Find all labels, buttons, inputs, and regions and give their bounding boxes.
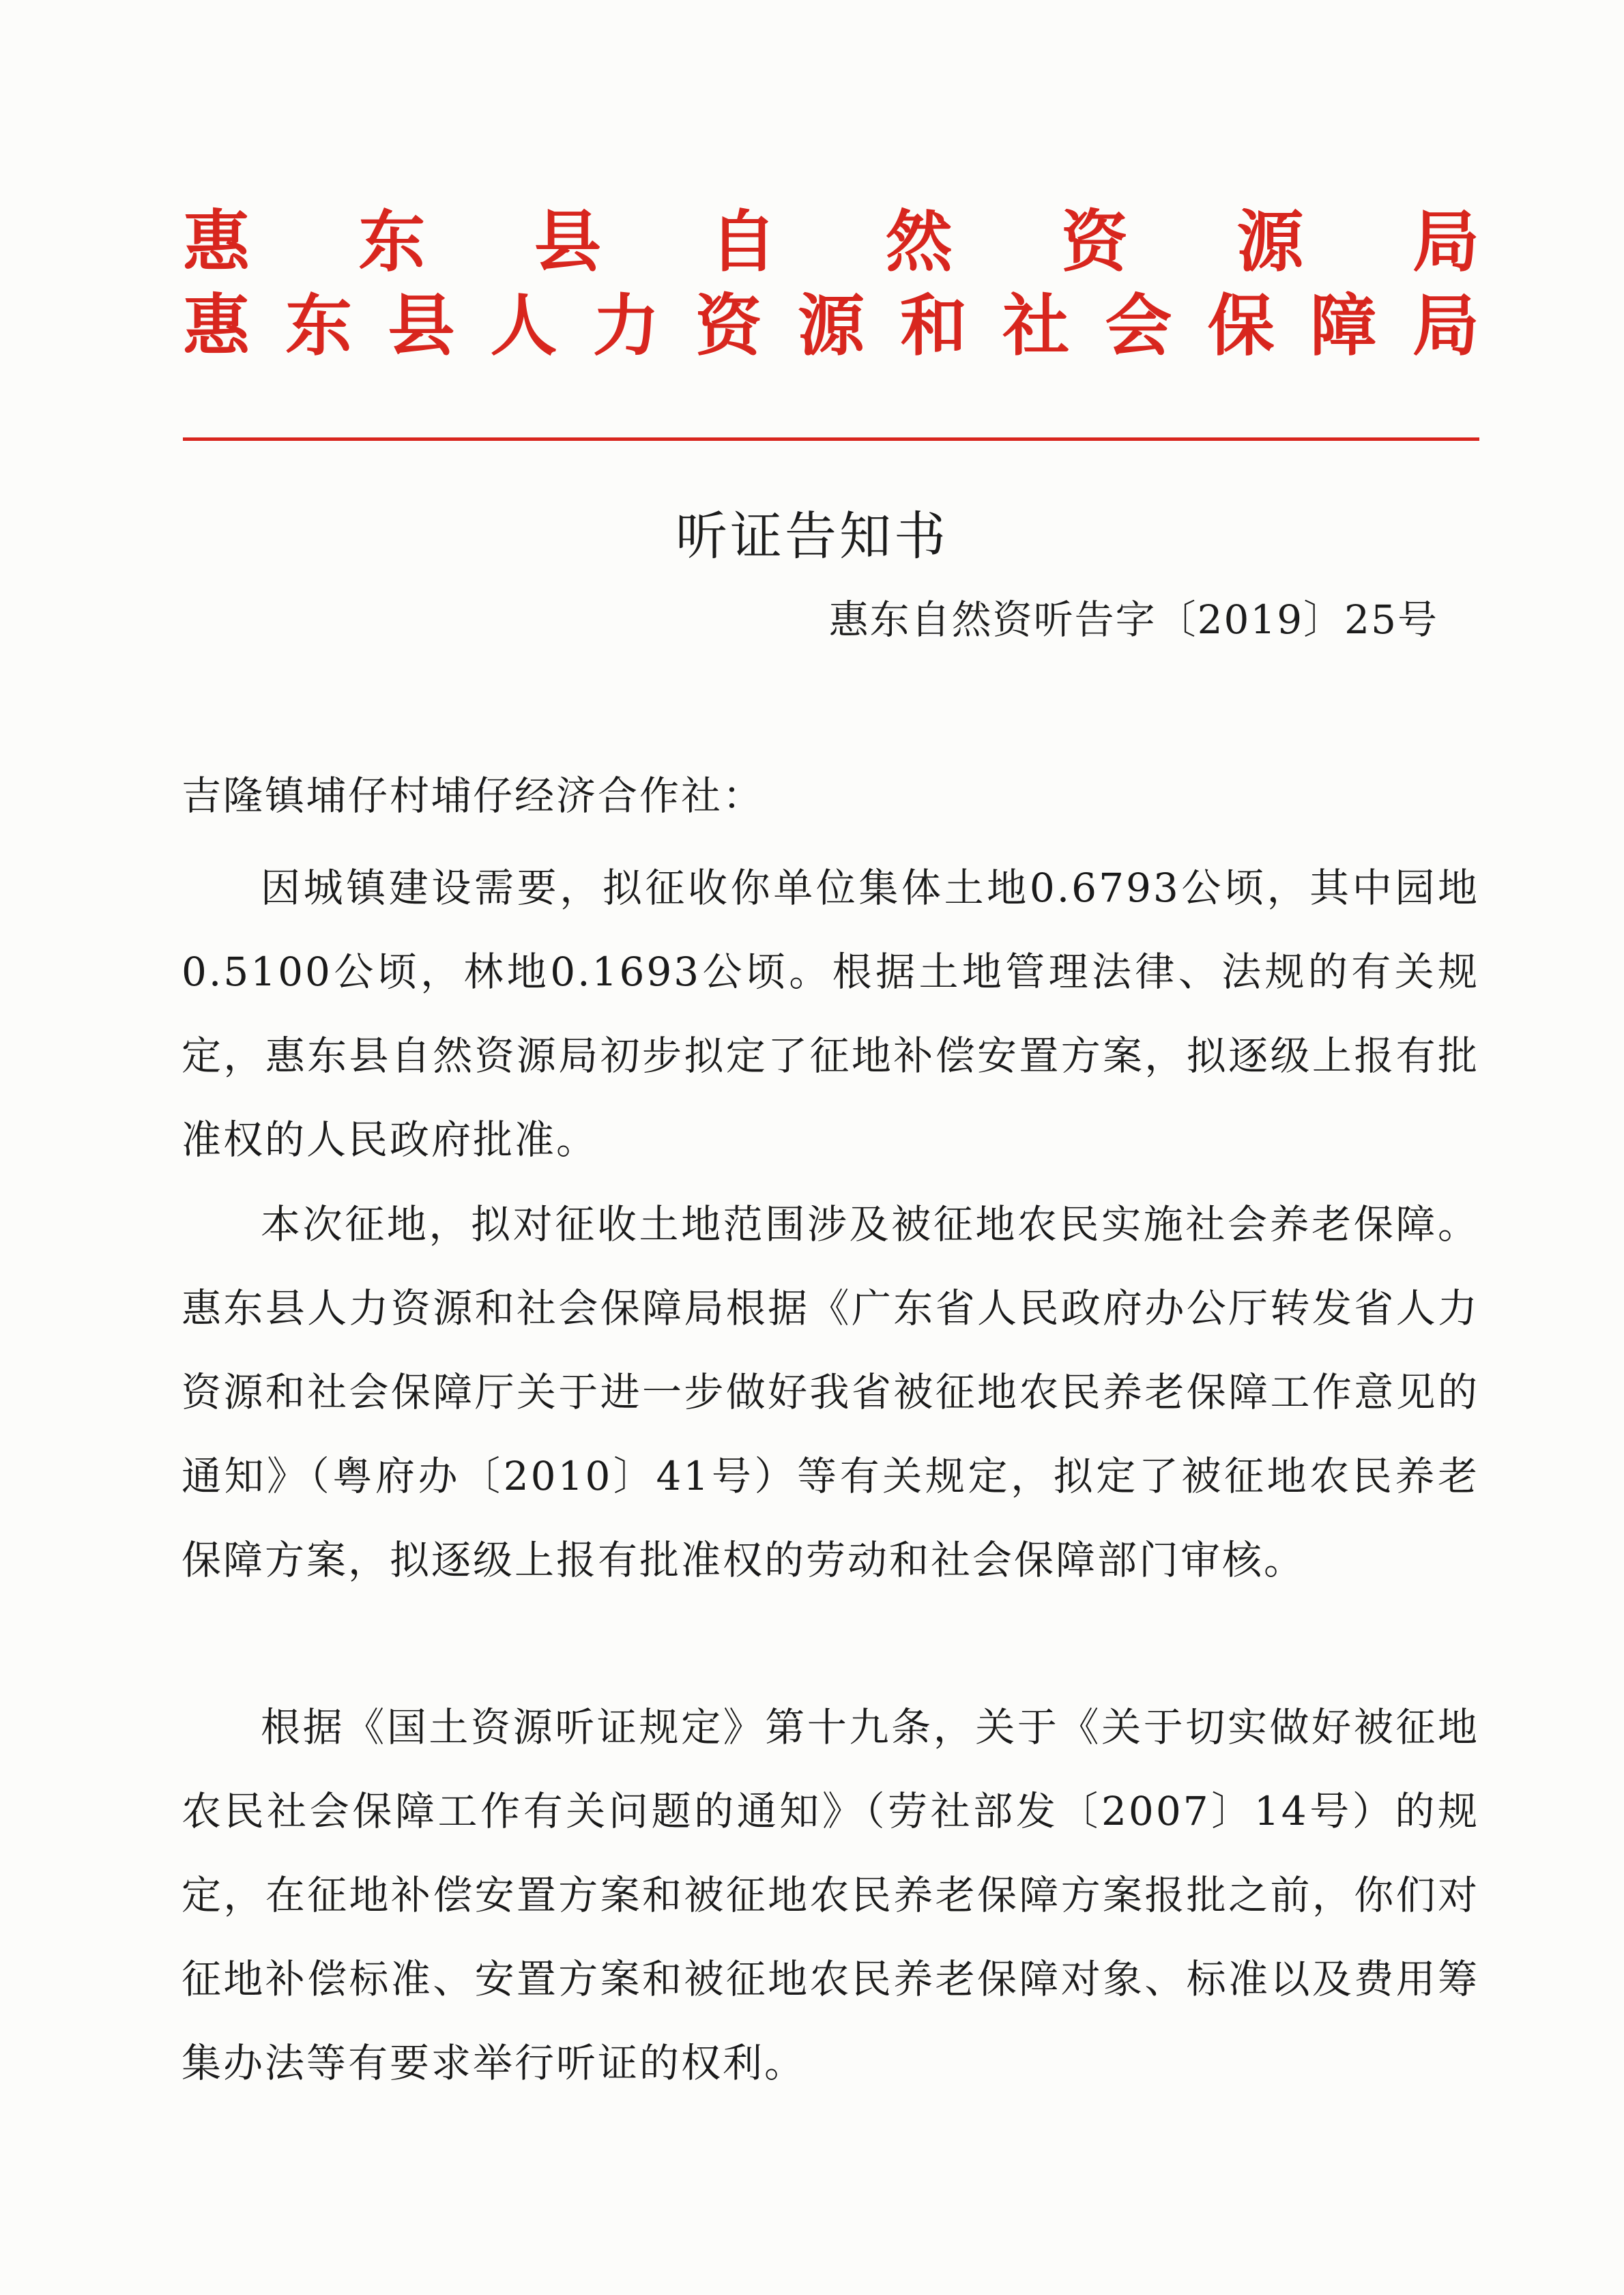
header-char: 资: [1061, 203, 1129, 281]
body-paragraph: 本次征地，拟对征收土地范围涉及被征地农民实施社会养老保障。惠东县人力资源和社会保障局根据《广东省人民政府办公厅转发省人力资源和社会保障厅关于进一步做好我省被征地农民养老保障工作意见的通知》（粤府办〔2010〕41号）等有关规定，拟定了被征地农民养老保障方案，拟逐级上报有批准权的劳动和社会保障部门审核。: [182, 1201, 1479, 1583]
header-char: 东: [358, 203, 426, 281]
header-char: 力: [592, 287, 660, 365]
header-char: 局: [1412, 203, 1479, 281]
header-char: 自: [710, 203, 777, 281]
header-char: 然: [885, 203, 953, 281]
header-char: 源: [797, 287, 865, 365]
header-char: 县: [534, 203, 601, 281]
header-char: 保: [1207, 287, 1275, 365]
header-char: 障: [1309, 287, 1377, 365]
body-paragraph: 因城镇建设需要，拟征收你单位集体土地0.6793公顷，其中园地0.5100公顷，林地0.1693公顷。根据土地管理法律、法规的有关规定，惠东县自然资源局初步拟定了征地补偿安置方案，拟逐级上报有批准权的人民政府批准。: [182, 865, 1479, 1163]
header-char: 和: [900, 287, 968, 365]
header-char: 局: [1412, 287, 1479, 365]
header-char: 资: [695, 287, 762, 365]
header-char: 县: [388, 287, 455, 365]
issuer-header-natural-resources: [183, 205, 1479, 280]
header-char: 惠: [183, 287, 250, 365]
header-char: 社: [1002, 287, 1070, 365]
header-char: 人: [490, 287, 557, 365]
body-paragraph: 根据《国土资源听证规定》第十九条，关于《关于切实做好被征地农民社会保障工作有关问题的通知》（劳社部发〔2007〕14号）的规定，在征地补偿安置方案和被征地农民养老保障方案报批之前，你们对征地补偿标准、安置方案和被征地农民养老保障对象、标准以及费用筹集办法等有要求举行听证的权利。: [182, 1704, 1479, 2086]
header-char: 会: [1105, 287, 1172, 365]
header-char: 源: [1236, 203, 1304, 281]
document-number: 惠东自然资听告字〔2019〕25号: [828, 596, 1438, 643]
header-char: 惠: [183, 203, 250, 281]
header-divider: [183, 437, 1479, 441]
addressee: 吉隆镇埔仔村埔仔经济合作社：: [182, 773, 765, 819]
document-title: 听证告知书: [676, 506, 948, 566]
header-char: 东: [285, 287, 353, 365]
issuer-header-human-resources: [183, 289, 1479, 364]
